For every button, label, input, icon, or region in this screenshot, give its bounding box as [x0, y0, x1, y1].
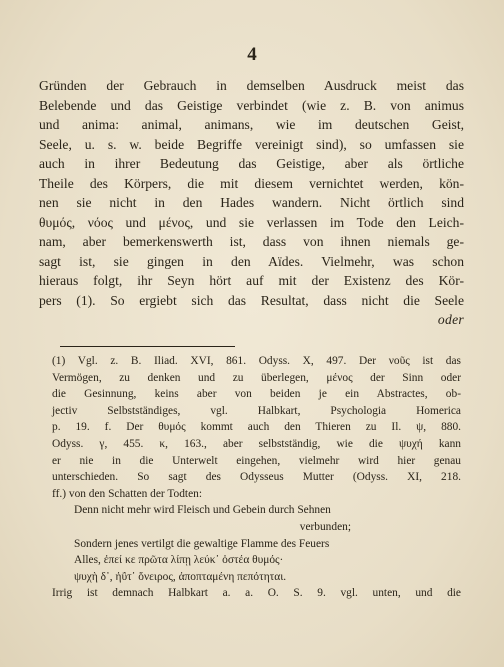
text-line: auch in ihrer Bedeutung das Geistige, aber als örtliche — [39, 156, 464, 171]
text-line: und anima: animal, animans, wie im deutschen Geist, — [39, 117, 464, 132]
footnote-line: (1) Vgl. z. B. Iliad. XVI, 861. Odyss. X, 497. Der νοῦς ist das — [52, 355, 461, 367]
footnote — [52, 353, 461, 602]
quote-line: Denn nicht mehr wird Fleisch und Gebein durch Sehnen — [74, 504, 331, 517]
page-number: 4 — [247, 44, 257, 65]
text-line: pers (1). So ergiebt sich das Resultat, dass nicht die Seele — [39, 292, 464, 308]
text-line: Belebende und das Geistige verbindet (wie z. B. von animus — [39, 97, 464, 113]
footnote-rule — [60, 346, 235, 347]
greek-quote-line: Alles, ἐπεί κε πρῶτα λίπῃ λεύκ᾽ ὀστέα θυμός· — [74, 554, 284, 567]
footnote-line: jectiv Selbstständiges, vgl. Halbkart, Psychologia Homerica — [52, 404, 461, 417]
footnote-line: er nie in die Unterwelt eingehen, vielmehr wird hier genau — [52, 454, 461, 467]
text-line: sagt ist, sie gingen in den Aïdes. Vielmehr, was schon — [39, 253, 464, 269]
footnote-line: p. 19. f. Der θυμός kommt auch den Thieren zu Il. ψ, 880. — [52, 421, 461, 434]
footnote-line: die Gesinnung, keins aber von beiden je ein Abstractes, ob- — [52, 388, 461, 401]
greek-quote-line: ψυχὴ δ᾽, ἠΰτ᾽ ὄνειρος, ἀποπταμένη πεπότηται. — [74, 570, 287, 583]
footnote-line: ff.) von den Schatten der Todten: — [52, 487, 202, 500]
footnote-line: Odyss. γ, 455. κ, 163., aber selbstständig, wie die ψυχή kann — [52, 437, 461, 450]
text-line: θυμός, νόος und μένος, und sie verlassen im Tode den Leich- — [39, 214, 464, 230]
text-line: Seele, u. s. w. beide Begriffe vereinigt sind), so umfassen sie — [39, 136, 464, 152]
quote-line: Sondern jenes vertilgt die gewaltige Flamme des Feuers — [74, 537, 330, 550]
text-line: nen sie nicht in den Hades wandern. Nicht örtlich sind — [39, 195, 464, 210]
footnote-line: Vermögen, zu denken und zu überlegen, μένος der Sinn oder — [52, 371, 461, 384]
text-line: hieraus folgt, ihr Seyn hört auf mit der Existenz des Kör- — [39, 273, 464, 288]
body-text — [39, 76, 464, 330]
text-line: Gründen der Gebrauch in demselben Ausdruck meist das — [39, 78, 464, 93]
quote-line: verbunden; — [299, 520, 351, 533]
text-line: nam, aber bemerkenswerth ist, dass von ihnen niemals ge- — [39, 234, 464, 249]
footnote-line: unterschieden. So sagt des Odysseus Mutter (Odyss. XI, 218. — [52, 471, 461, 484]
footnote-line: Irrig ist demnach Halbkart a. a. O. S. 9. vgl. unten, und die — [52, 587, 461, 600]
text-line: Theile des Körpers, die mit diesem vernichtet werden, kön- — [39, 175, 464, 191]
catchword: oder — [437, 312, 464, 327]
